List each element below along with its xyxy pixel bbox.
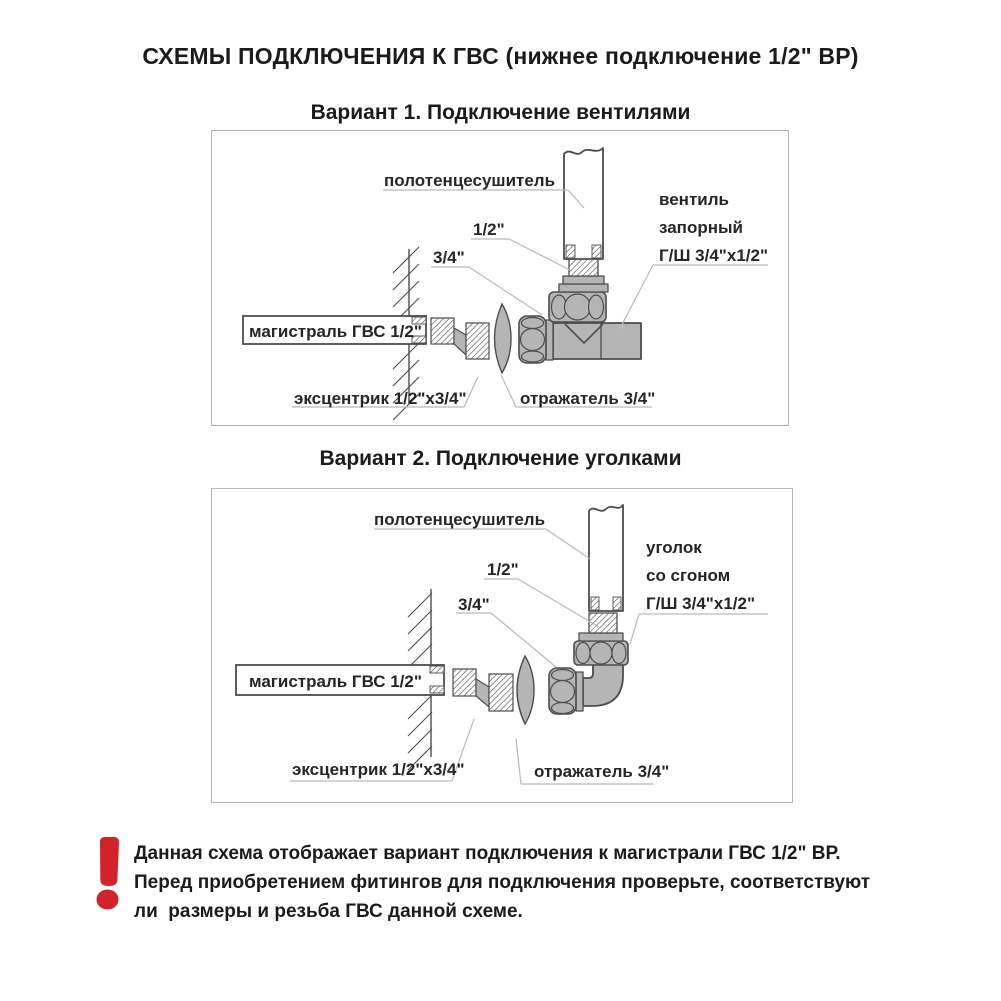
label-main-line: магистраль ГВС 1/2"	[249, 322, 422, 341]
towel-rail-pipe	[564, 148, 603, 259]
warning-line: Перед приобретением фитингов для подключения проверьте, соответствуют	[134, 872, 871, 893]
label-valve-line1: вентиль	[659, 190, 729, 209]
label-reflector: отражатель 3/4"	[520, 389, 656, 408]
eccentric-fitting	[431, 318, 489, 359]
variant2-diagram-box	[211, 488, 793, 803]
label-valve-line2: запорный	[659, 218, 743, 237]
label-eccentric: эксцентрик 1/2"x3/4"	[292, 760, 465, 779]
variant2-drawing	[212, 489, 791, 801]
label-eccentric: эксцентрик 1/2"x3/4"	[294, 389, 467, 408]
label-valve-line3: Г/Ш 3/4"x1/2"	[659, 246, 769, 265]
elbow-body	[549, 613, 628, 714]
warning-note	[134, 839, 934, 926]
variant1-title: Вариант 1. Подключение вентилями	[310, 101, 691, 124]
warning-line: Данная схема отображает вариант подключения к магистрали ГВС 1/2" ВР.	[134, 843, 841, 864]
label-size-three-quarter: 3/4"	[458, 595, 490, 614]
warning-line: ли размеры и резьба ГВС данной схеме.	[134, 901, 523, 922]
reflector-dome	[517, 656, 534, 724]
valve-body	[519, 256, 641, 363]
eccentric-fitting	[453, 669, 513, 711]
label-towel-rail: полотенцесушитель	[384, 171, 556, 190]
label-corner-line3: Г/Ш 3/4"x1/2"	[646, 594, 756, 613]
warning-exclamation-icon	[94, 834, 124, 914]
variant1-diagram-box	[211, 130, 789, 426]
label-towel-rail: полотенцесушитель	[374, 510, 546, 529]
label-corner-line2: со сгоном	[646, 566, 731, 585]
label-main-line: магистраль ГВС 1/2"	[249, 672, 422, 691]
label-size-three-quarter: 3/4"	[433, 248, 465, 267]
label-size-half: 1/2"	[473, 220, 505, 239]
towel-rail-pipe	[589, 505, 623, 611]
label-corner-line1: уголок	[646, 538, 702, 557]
variant2-title: Вариант 2. Подключение уголками	[319, 447, 682, 470]
label-reflector: отражатель 3/4"	[534, 762, 670, 781]
page-title: СХЕМЫ ПОДКЛЮЧЕНИЯ К ГВС (нижнее подключение 1/2" ВР)	[142, 43, 859, 69]
label-size-half: 1/2"	[487, 560, 519, 579]
reflector-dome	[495, 304, 512, 373]
